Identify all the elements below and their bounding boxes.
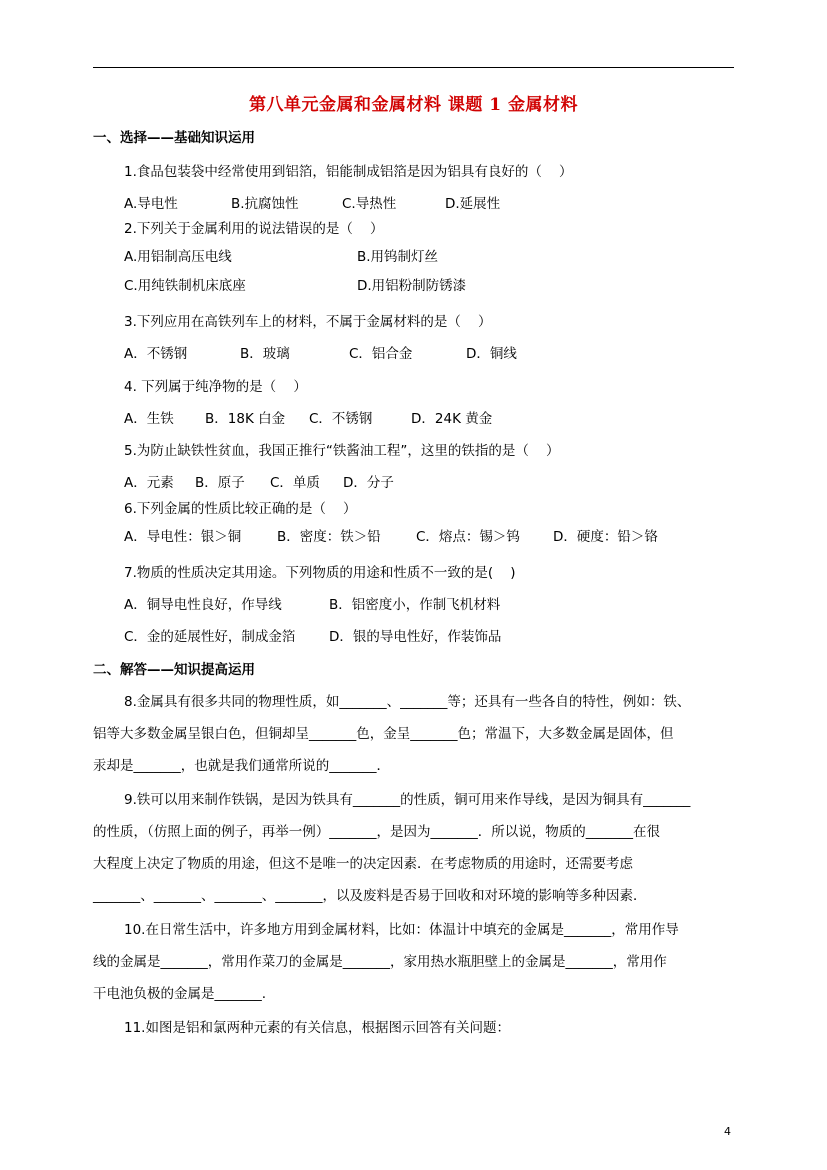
question-6-option-d: D．硬度：铅＞铬: [553, 529, 658, 545]
page-title: 第八单元金属和金属材料 课题 1 金属材料: [248, 95, 579, 115]
question-2-option-c: C.用纯铁制机床底座: [124, 278, 246, 294]
question-4-stem: 4. 下列属于纯净物的是（ ）: [124, 379, 307, 395]
question-11-stem: 11.如图是铝和氯两种元素的有关信息，根据图示回答有关问题：: [124, 1020, 510, 1036]
section-heading-choice: 一、选择——基础知识运用: [93, 130, 255, 146]
question-5-option-d: D．分子: [343, 475, 394, 491]
question-10-line-1: 10.在日常生活中，许多地方用到金属材料，比如：体温计中填充的金属是_______，常用作导: [124, 922, 679, 938]
question-7-stem: 7.物质的性质决定其用途。下列物质的用途和性质不一致的是( ): [124, 565, 516, 581]
question-6-stem: 6.下列金属的性质比较正确的是（ ）: [124, 501, 357, 517]
question-9-line-1: 9.铁可以用来制作铁锅，是因为铁具有_______的性质，铜可用来作导线，是因为铜具有_______: [124, 792, 691, 808]
question-9-line-2: 的性质，（仿照上面的例子，再举一例）_______，是因为_______．所以说，物质的_______在很: [93, 824, 660, 840]
question-2-stem: 2.下列关于金属利用的说法错误的是（ ）: [124, 221, 384, 237]
question-5-stem: 5.为防止缺铁性贫血，我国正推行“铁酱油工程”，这里的铁指的是（ ）: [124, 443, 560, 459]
question-9-line-3: 大程度上决定了物质的用途，但这不是唯一的决定因素．在考虑物质的用途时，还需要考虑: [93, 856, 633, 872]
question-2-option-d: D.用铝粉制防锈漆: [357, 278, 467, 294]
question-3-stem: 3.下列应用在高铁列车上的材料，不属于金属材料的是（ ）: [124, 314, 492, 330]
question-5-option-a: A．元素: [124, 475, 174, 491]
question-5-option-c: C．单质: [270, 475, 320, 491]
question-7-option-a: A．铜导电性良好，作导线: [124, 597, 282, 613]
question-6-option-a: A．导电性：银＞铜: [124, 529, 242, 545]
question-9-line-4: _______、_______、_______、_______，以及废料是否易于回收和对环境的影响等多种因素．: [93, 888, 647, 904]
question-1-option-d: D.延展性: [445, 196, 501, 212]
question-3-option-c: C．铝合金: [349, 346, 413, 362]
page-number: 4: [724, 1125, 731, 1138]
question-4-option-a: A．生铁: [124, 411, 174, 427]
question-8-line-2: 铝等大多数金属呈银白色，但铜却呈_______色，金呈_______色；常温下，大多数金属是固体，但: [93, 726, 674, 742]
question-3-option-a: A．不锈钢: [124, 346, 188, 362]
question-3-option-b: B．玻璃: [240, 346, 290, 362]
question-10-line-3: 干电池负极的金属是_______.: [93, 986, 267, 1002]
question-8-line-1: 8.金属具有很多共同的物理性质，如_______、_______等；还具有一些各自的特性，例如：铁、: [124, 694, 691, 710]
question-5-option-b: B．原子: [195, 475, 245, 491]
question-4-option-d: D．24K 黄金: [411, 411, 493, 427]
question-2-option-b: B.用钨制灯丝: [357, 249, 439, 265]
question-2-option-a: A.用铝制高压电线: [124, 249, 232, 265]
question-8-line-3: 汞却是_______，也就是我们通常所说的_______．: [93, 758, 390, 774]
question-6-option-c: C．熔点：锡＞钨: [416, 529, 520, 545]
question-1-stem: 1.食品包装袋中经常使用到铝箔，铝能制成铝箔是因为铝具有良好的（ ）: [124, 164, 573, 180]
question-1-option-c: C.导热性: [342, 196, 397, 212]
question-1-option-a: A.导电性: [124, 196, 178, 212]
section-heading-answer: 二、解答——知识提高运用: [93, 662, 255, 678]
question-7-option-b: B．铝密度小，作制飞机材料: [329, 597, 501, 613]
question-4-option-b: B．18K 白金: [205, 411, 286, 427]
question-3-option-d: D．铜线: [466, 346, 517, 362]
question-6-option-b: B．密度：铁＞铅: [277, 529, 381, 545]
header-rule: [93, 67, 734, 68]
question-4-option-c: C．不锈钢: [309, 411, 373, 427]
question-1-option-b: B.抗腐蚀性: [231, 196, 299, 212]
question-7-option-c: C．金的延展性好，制成金箔: [124, 629, 296, 645]
question-10-line-2: 线的金属是_______，常用作菜刀的金属是_______，家用热水瓶胆壁上的金属是_______，常用作: [93, 954, 667, 970]
question-7-option-d: D．银的导电性好，作装饰品: [329, 629, 502, 645]
